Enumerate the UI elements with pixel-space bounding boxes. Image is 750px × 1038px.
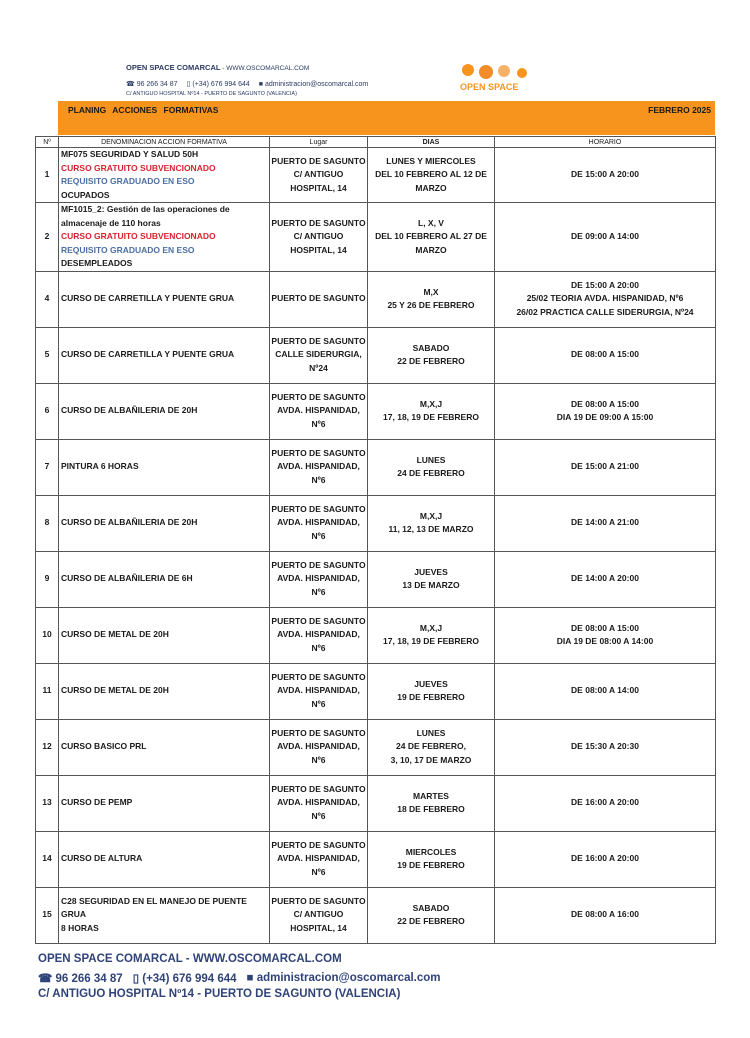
header-web: - WWW.OSCOMARCAL.COM [220, 65, 310, 72]
place-cell: PUERTO DE SAGUNTO AVDA. HISPANIDAD, Nº6 [270, 495, 368, 551]
course-name-cell [59, 383, 270, 439]
schedule-cell: DE 15:00 A 20:00 25/02 TEORIA AVDA. HISPANIDAD, Nº6 26/02 PRACTICA CALLE SIDERURGIA, Nº24 [495, 271, 716, 327]
place-cell: PUERTO DE SAGUNTO C/ ANTIGUO HOSPITAL, 14 [270, 148, 368, 203]
place-cell: PUERTO DE SAGUNTO AVDA. HISPANIDAD, Nº6 [270, 607, 368, 663]
footer-phone: 96 266 34 87 [55, 973, 123, 985]
course-free-notice: CURSO GRATUITO SUBVENCIONADO [61, 162, 216, 173]
course-name-cell [59, 719, 270, 775]
days-cell: M,X,J 11, 12, 13 DE MARZO [368, 495, 495, 551]
table-row [36, 719, 716, 775]
open-space-logo [456, 60, 540, 96]
row-number: 8 [36, 495, 59, 551]
header-mobile: (+34) 676 994 644 [192, 81, 250, 88]
banner-title: PLANING ACCIONES FORMATIVAS [68, 105, 219, 115]
days-cell: SABADO 22 DE FEBRERO [368, 887, 495, 943]
table-header-row [36, 137, 716, 148]
course-title: CURSO DE ALBAÑILERIA DE 6H [61, 573, 193, 584]
header-company-name: OPEN SPACE COMARCAL [126, 63, 221, 72]
row-number: 13 [36, 775, 59, 831]
table-row [36, 327, 716, 383]
table-row [36, 607, 716, 663]
schedule-cell: DE 08:00 A 16:00 [495, 887, 716, 943]
schedule-cell: DE 08:00 A 15:00 DIA 19 DE 08:00 A 14:00 [495, 607, 716, 663]
course-name-cell [59, 495, 270, 551]
course-title: CURSO DE METAL DE 20H [61, 629, 169, 640]
col-place: Lugar [270, 137, 368, 148]
title-banner [58, 101, 715, 135]
header-address: C/ ANTIGUO HOSPITAL Nº14 - PUERTO DE SAGUNTO (VALENCIA) [126, 91, 297, 97]
schedule-cell: DE 15:00 A 20:00 [495, 148, 716, 203]
footer-mobile: (+34) 676 994 644 [142, 973, 237, 985]
course-name-cell [59, 203, 270, 272]
schedule-cell: DE 08:00 A 15:00 DIA 19 DE 09:00 A 15:00 [495, 383, 716, 439]
days-cell: LUNES Y MIERCOLES DEL 10 FEBRERO AL 12 DE MARZO [368, 148, 495, 203]
course-title: CURSO DE CARRETILLA Y PUENTE GRUA [61, 293, 235, 304]
col-schedule: HORARIO [495, 137, 716, 148]
header-phone: 96 266 34 87 [136, 81, 178, 88]
footer-email: administracion@oscomarcal.com [256, 972, 441, 984]
course-title: CURSO DE ALBAÑILERIA DE 20H [61, 517, 198, 528]
phone-icon: ☎ [38, 973, 53, 985]
course-requirement: REQUISITO GRADUADO EN ESO [61, 176, 195, 186]
schedule-cell: DE 16:00 A 20:00 [495, 775, 716, 831]
days-cell: JUEVES 19 DE FEBRERO [368, 663, 495, 719]
days-cell: M,X 25 Y 26 DE FEBRERO [368, 271, 495, 327]
table-row [36, 551, 716, 607]
training-schedule-table [35, 136, 716, 944]
days-cell: LUNES 24 DE FEBRERO, 3, 10, 17 DE MARZO [368, 719, 495, 775]
table-row [36, 203, 716, 272]
course-name-cell [59, 775, 270, 831]
place-cell: PUERTO DE SAGUNTO AVDA. HISPANIDAD, Nº6 [270, 383, 368, 439]
mobile-icon: ▯ [186, 81, 191, 88]
course-audience: DESEMPLEADOS [61, 258, 133, 268]
course-audience: OCUPADOS [61, 189, 110, 200]
header-company [126, 63, 309, 72]
place-cell: PUERTO DE SAGUNTO AVDA. HISPANIDAD, Nº6 [270, 719, 368, 775]
course-title: CURSO BASICO PRL [61, 741, 147, 752]
row-number: 9 [36, 551, 59, 607]
place-cell: PUERTO DE SAGUNTO AVDA. HISPANIDAD, Nº6 [270, 551, 368, 607]
place-cell: PUERTO DE SAGUNTO C/ ANTIGUO HOSPITAL, 14 [270, 203, 368, 272]
course-title: CURSO DE ALTURA [61, 853, 143, 864]
footer-company: OPEN SPACE COMARCAL - WWW.OSCOMARCAL.COM [38, 953, 342, 965]
email-icon: ■ [246, 972, 254, 984]
days-cell: M,X,J 17, 18, 19 DE FEBRERO [368, 383, 495, 439]
row-number: 1 [36, 148, 59, 203]
schedule-cell: DE 14:00 A 20:00 [495, 551, 716, 607]
course-name-cell [59, 551, 270, 607]
course-name-cell [59, 831, 270, 887]
place-cell: PUERTO DE SAGUNTO AVDA. HISPANIDAD, Nº6 [270, 663, 368, 719]
course-title: CURSO DE PEMP [61, 797, 133, 808]
course-name-cell [59, 439, 270, 495]
course-name-cell [59, 148, 270, 203]
phone-icon: ☎ [126, 81, 135, 88]
header-contact [126, 80, 368, 88]
course-title: MF075 SEGURIDAD Y SALUD 50H [61, 149, 199, 159]
schedule-cell: DE 15:30 A 20:30 [495, 719, 716, 775]
course-requirement: REQUISITO GRADUADO EN ESO [61, 244, 195, 255]
course-free-notice: CURSO GRATUITO SUBVENCIONADO [61, 231, 216, 241]
row-number: 11 [36, 663, 59, 719]
place-cell: PUERTO DE SAGUNTO AVDA. HISPANIDAD, Nº6 [270, 439, 368, 495]
days-cell: JUEVES 13 DE MARZO [368, 551, 495, 607]
col-days: DIAS [368, 137, 495, 148]
schedule-cell: DE 09:00 A 14:00 [495, 203, 716, 272]
course-title: CURSO DE METAL DE 20H [61, 685, 169, 696]
place-cell: PUERTO DE SAGUNTO AVDA. HISPANIDAD, Nº6 [270, 831, 368, 887]
table-row [36, 439, 716, 495]
table-row [36, 831, 716, 887]
email-icon: ■ [258, 80, 264, 88]
row-number: 5 [36, 327, 59, 383]
table-row [36, 383, 716, 439]
table-row [36, 663, 716, 719]
course-title: C28 SEGURIDAD EN EL MANEJO DE PUENTE GRUA 8 HORAS [61, 895, 247, 933]
col-num: Nº [36, 137, 59, 148]
footer-address: C/ ANTIGUO HOSPITAL Nº14 - PUERTO DE SAGUNTO (VALENCIA) [38, 988, 401, 1000]
place-cell: PUERTO DE SAGUNTO C/ ANTIGUO HOSPITAL, 14 [270, 887, 368, 943]
footer-contact [38, 971, 441, 985]
col-name: DENOMINACION ACCION FORMATIVA [59, 137, 270, 148]
row-number: 2 [36, 203, 59, 272]
course-title: MF1015_2: Gestión de las operaciones de almacenaje de 110 horas [61, 204, 230, 228]
schedule-cell: DE 15:00 A 21:00 [495, 439, 716, 495]
days-cell: SABADO 22 DE FEBRERO [368, 327, 495, 383]
days-cell: MIERCOLES 19 DE FEBRERO [368, 831, 495, 887]
days-cell: MARTES 18 DE FEBRERO [368, 775, 495, 831]
banner-period: FEBRERO 2025 [648, 105, 711, 115]
table-row [36, 495, 716, 551]
row-number: 7 [36, 439, 59, 495]
days-cell: M,X,J 17, 18, 19 DE FEBRERO [368, 607, 495, 663]
days-cell: LUNES 24 DE FEBRERO [368, 439, 495, 495]
place-cell: PUERTO DE SAGUNTO [270, 271, 368, 327]
row-number: 14 [36, 831, 59, 887]
table-row [36, 271, 716, 327]
row-number: 10 [36, 607, 59, 663]
table-row [36, 775, 716, 831]
course-name-cell [59, 271, 270, 327]
logo-text: OPEN SPACE [460, 82, 519, 92]
schedule-cell: DE 16:00 A 20:00 [495, 831, 716, 887]
row-number: 12 [36, 719, 59, 775]
course-name-cell [59, 887, 270, 943]
days-cell: L, X, V DEL 10 FEBRERO AL 27 DE MARZO [368, 203, 495, 272]
schedule-cell: DE 08:00 A 14:00 [495, 663, 716, 719]
course-title: PINTURA 6 HORAS [61, 461, 139, 472]
course-name-cell [59, 327, 270, 383]
row-number: 15 [36, 887, 59, 943]
header-email: administracion@oscomarcal.com [264, 80, 369, 88]
row-number: 4 [36, 271, 59, 327]
place-cell: PUERTO DE SAGUNTO CALLE SIDERURGIA, Nº24 [270, 327, 368, 383]
course-name-cell [59, 663, 270, 719]
course-name-cell [59, 607, 270, 663]
course-title: CURSO DE ALBAÑILERIA DE 20H [61, 405, 198, 416]
mobile-icon: ▯ [132, 973, 140, 985]
table-row [36, 148, 716, 203]
table-row [36, 887, 716, 943]
course-title: CURSO DE CARRETILLA Y PUENTE GRUA [61, 349, 235, 360]
place-cell: PUERTO DE SAGUNTO AVDA. HISPANIDAD, Nº6 [270, 775, 368, 831]
schedule-cell: DE 14:00 A 21:00 [495, 495, 716, 551]
row-number: 6 [36, 383, 59, 439]
schedule-cell: DE 08:00 A 15:00 [495, 327, 716, 383]
